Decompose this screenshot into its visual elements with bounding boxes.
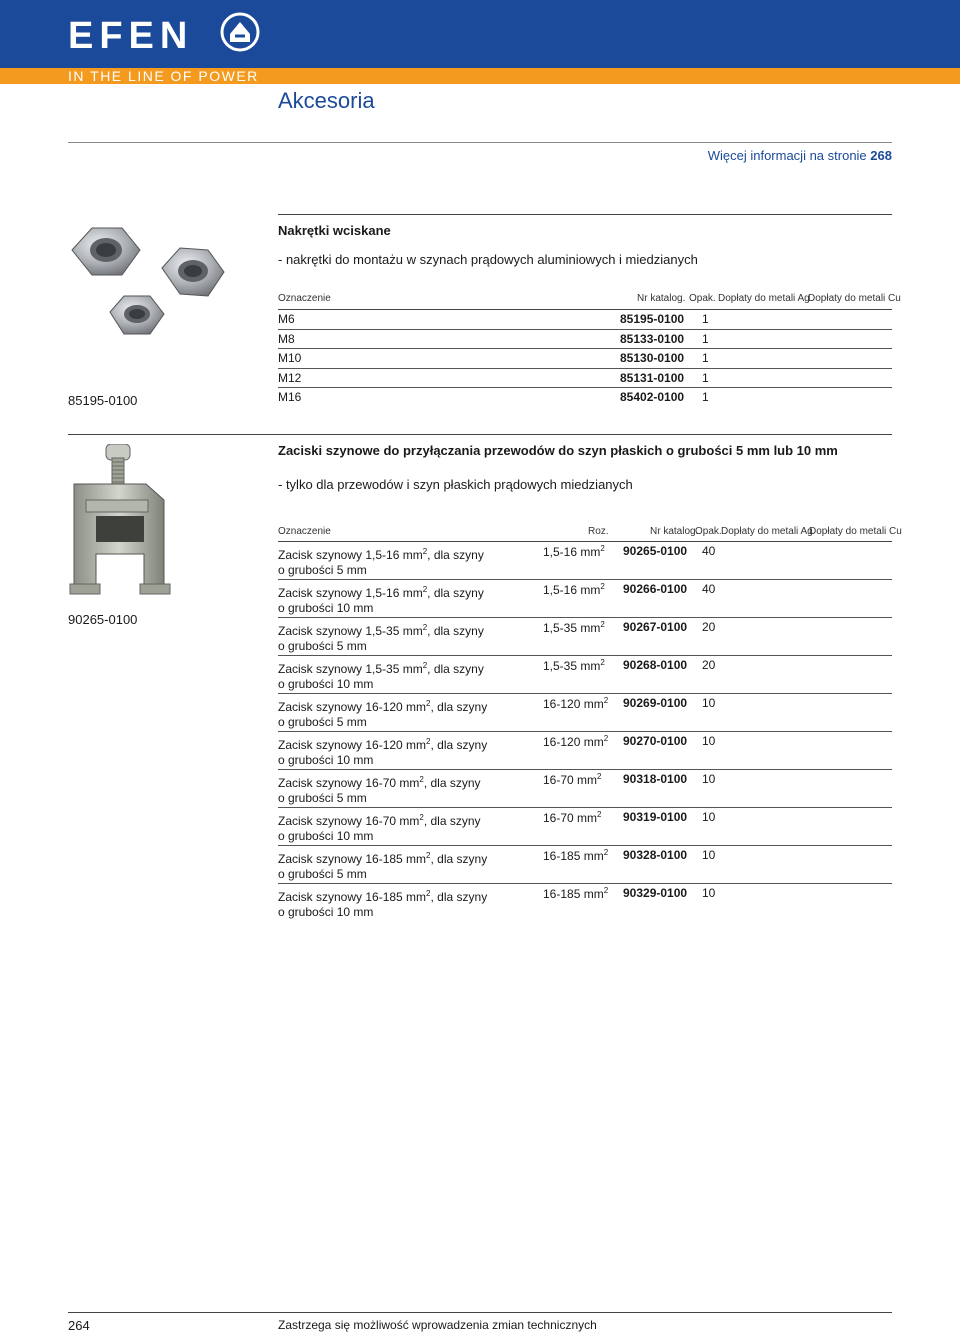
row-name-part: , dla szyny: [430, 738, 488, 752]
row-name-part: , dla szyny: [430, 890, 488, 904]
brand-logo: EFEN: [68, 15, 194, 57]
row-code: 90267-0100: [623, 620, 688, 634]
row-size: [543, 848, 608, 863]
more-info: [708, 148, 892, 163]
row-name-sup: 2: [426, 889, 431, 898]
row-size-text: 1,5-16 mm: [543, 583, 601, 597]
row-name: [278, 848, 487, 882]
row-name-sup: 2: [422, 547, 428, 556]
row-size-sup: 2: [600, 620, 605, 629]
row-size-text: 16-185 mm: [543, 849, 604, 863]
table-row: [278, 349, 892, 369]
row-pack: 10: [702, 886, 716, 900]
row-size-sup: 2: [600, 544, 605, 553]
row-name-part: o grubości 5 mm: [278, 867, 367, 881]
row-size-text: 16-70 mm: [543, 811, 598, 825]
row-name-sup: 2: [426, 851, 431, 860]
row-code: 85130-0100: [620, 351, 685, 365]
row-name-part: Zacisk szynowy 16-120 mm: [278, 700, 427, 714]
brand-mark-icon: [220, 12, 260, 52]
section2-image-code: 90265-0100: [68, 612, 138, 627]
row-name: [278, 696, 487, 730]
row-code: 85195-0100: [620, 312, 685, 326]
section-divider: [278, 214, 892, 215]
row-size-text: 1,5-35 mm: [543, 621, 601, 635]
row-pack: 10: [702, 734, 716, 748]
row-name-part: , dla szyny: [423, 814, 481, 828]
row-name-part: o grubości 10 mm: [278, 677, 374, 691]
table-row: [278, 732, 892, 770]
row-pack: 20: [702, 658, 716, 672]
row-code: 90266-0100: [623, 582, 688, 596]
col-header-name: Oznaczenie: [278, 526, 331, 537]
section1-table: [278, 310, 892, 407]
row-name-part: o grubości 10 mm: [278, 905, 374, 919]
row-name: M6: [278, 312, 295, 326]
col-header-catalog: Nr katalog.: [650, 526, 699, 537]
table-row: [278, 542, 892, 580]
table-row: [278, 770, 892, 808]
col-header-pack: Opak.: [695, 526, 722, 537]
page-number: 264: [68, 1318, 90, 1333]
row-pack: 40: [702, 544, 716, 558]
col-header-ag: Dopłaty do metali Ag: [718, 293, 810, 304]
row-code: 85133-0100: [620, 331, 685, 346]
row-name-part: Zacisk szynowy 16-185 mm: [278, 890, 427, 904]
row-code: 90328-0100: [623, 848, 688, 862]
row-name: [278, 886, 487, 920]
row-name: [278, 582, 484, 616]
section2-title: Zaciski szynowe do przyłączania przewodów do szyn płaskich o grubości 5 mm lub 10 mm: [278, 443, 838, 458]
table-row: [278, 369, 892, 389]
row-name: [278, 810, 481, 844]
row-name-sup: 2: [422, 585, 428, 594]
page-title: Akcesoria: [278, 88, 375, 113]
row-name-part: , dla szyny: [427, 586, 484, 600]
row-name-part: Zacisk szynowy 16-185 mm: [278, 852, 427, 866]
row-pack: 20: [702, 620, 716, 634]
row-code: 90318-0100: [623, 772, 688, 786]
row-name-part: Zacisk szynowy 16-70 mm: [278, 814, 420, 828]
row-size-sup: 2: [600, 658, 605, 667]
row-code: 90319-0100: [623, 810, 688, 824]
row-name-part: , dla szyny: [423, 776, 481, 790]
press-nuts-image: [62, 220, 242, 350]
col-header-cu: Dopłaty do metali Cu: [808, 293, 901, 304]
row-name-part: , dla szyny: [430, 852, 488, 866]
section1-image-code: 85195-0100: [68, 393, 138, 408]
row-code: 90265-0100: [623, 544, 688, 558]
row-size-sup: 2: [603, 848, 609, 857]
row-name-part: Zacisk szynowy 16-120 mm: [278, 738, 427, 752]
row-name: [278, 544, 484, 578]
row-name-part: o grubości 5 mm: [278, 563, 367, 577]
row-name-part: o grubości 10 mm: [278, 753, 374, 767]
row-name: [278, 734, 487, 768]
row-name-part: Zacisk szynowy 1,5-16 mm: [278, 548, 423, 562]
table-row: [278, 388, 892, 407]
table-row: [278, 808, 892, 846]
row-name-part: o grubości 5 mm: [278, 715, 367, 729]
row-size-text: 1,5-16 mm: [543, 545, 601, 559]
row-name: [278, 620, 484, 654]
row-size: [543, 544, 605, 559]
row-name-sup: 2: [419, 813, 424, 822]
row-pack: 1: [702, 351, 709, 365]
row-pack: 1: [702, 370, 709, 385]
row-name-sup: 2: [426, 699, 431, 708]
row-size: [543, 886, 608, 901]
col-header-cu: Dopłaty do metali Cu: [809, 526, 902, 537]
row-pack: 1: [702, 312, 709, 326]
table-row: [278, 618, 892, 656]
footer-divider: [68, 1312, 892, 1313]
col-header-ag: Dopłaty do metali Ag: [721, 526, 813, 537]
section2-description: - tylko dla przewodów i szyn płaskich prądowych miedzianych: [278, 477, 633, 492]
row-code: 90268-0100: [623, 658, 688, 672]
col-header-name: Oznaczenie: [278, 293, 331, 304]
row-name: M10: [278, 351, 302, 365]
row-name: [278, 658, 484, 692]
row-name: [278, 772, 481, 806]
bus-clamp-image: [66, 444, 176, 604]
row-pack: 10: [702, 696, 716, 710]
row-name-sup: 2: [419, 775, 424, 784]
table-row: [278, 884, 892, 921]
table-row: [278, 694, 892, 732]
row-size-text: 16-120 mm: [543, 697, 604, 711]
section-divider: [68, 434, 892, 435]
row-name-part: , dla szyny: [430, 700, 488, 714]
table-row: [278, 656, 892, 694]
row-name-part: , dla szyny: [427, 624, 484, 638]
row-size-text: 16-120 mm: [543, 735, 604, 749]
row-pack: 1: [702, 390, 709, 404]
row-code: 85402-0100: [620, 390, 685, 404]
col-header-pack: Opak.: [689, 293, 716, 304]
row-size-text: 16-185 mm: [543, 887, 604, 901]
col-header-size: Roz.: [588, 526, 609, 537]
row-size: [543, 582, 605, 597]
row-pack: 40: [702, 582, 716, 596]
row-size: [543, 810, 601, 825]
more-info-page: 268: [870, 148, 892, 163]
section2-table: [278, 542, 892, 921]
section1-description: - nakrętki do montażu w szynach prądowych aluminiowych i miedzianych: [278, 252, 698, 267]
row-size-sup: 2: [597, 772, 602, 781]
row-name-sup: 2: [422, 623, 428, 632]
row-size-sup: 2: [597, 810, 602, 819]
row-pack: 10: [702, 848, 716, 862]
row-code: 90269-0100: [623, 696, 688, 710]
row-name: M8: [278, 331, 295, 346]
row-size: [543, 658, 605, 673]
tagline: IN THE LINE OF POWER: [68, 68, 259, 84]
row-name: M16: [278, 390, 302, 404]
row-name-part: o grubości 10 mm: [278, 601, 374, 615]
row-size-sup: 2: [603, 886, 609, 895]
col-header-catalog: Nr katalog.: [637, 293, 686, 304]
row-name-sup: 2: [426, 737, 431, 746]
row-name-part: Zacisk szynowy 16-70 mm: [278, 776, 420, 790]
row-pack: 10: [702, 772, 716, 786]
table-row: [278, 310, 892, 330]
row-size: [543, 620, 605, 635]
row-size-sup: 2: [600, 582, 605, 591]
row-size: [543, 696, 608, 711]
divider: [68, 142, 892, 143]
row-name-part: , dla szyny: [427, 662, 484, 676]
row-size-text: 16-70 mm: [543, 773, 598, 787]
table-row: [278, 330, 892, 350]
row-size: [543, 772, 601, 787]
row-size: [543, 734, 608, 749]
row-pack: 10: [702, 810, 716, 824]
table-row: [278, 580, 892, 618]
row-name-part: Zacisk szynowy 1,5-35 mm: [278, 624, 423, 638]
row-code: 90329-0100: [623, 886, 688, 900]
footer-note: Zastrzega się możliwość wprowadzenia zmian technicznych: [278, 1318, 597, 1332]
row-code: 90270-0100: [623, 734, 688, 748]
row-name-part: o grubości 5 mm: [278, 791, 367, 805]
row-name-part: Zacisk szynowy 1,5-35 mm: [278, 662, 423, 676]
row-size-sup: 2: [603, 734, 609, 743]
section1-title: Nakrętki wciskane: [278, 223, 391, 238]
row-name: M12: [278, 370, 302, 385]
row-name-part: o grubości 5 mm: [278, 639, 367, 653]
row-name-part: o grubości 10 mm: [278, 829, 374, 843]
more-info-prefix: Więcej informacji na stronie: [707, 148, 867, 163]
row-size-text: 1,5-35 mm: [543, 659, 601, 673]
row-code: 85131-0100: [620, 370, 685, 385]
row-size-sup: 2: [603, 696, 609, 705]
table-row: [278, 846, 892, 884]
row-pack: 1: [702, 331, 709, 346]
row-name-part: Zacisk szynowy 1,5-16 mm: [278, 586, 423, 600]
row-name-part: , dla szyny: [427, 548, 484, 562]
row-name-sup: 2: [422, 661, 428, 670]
